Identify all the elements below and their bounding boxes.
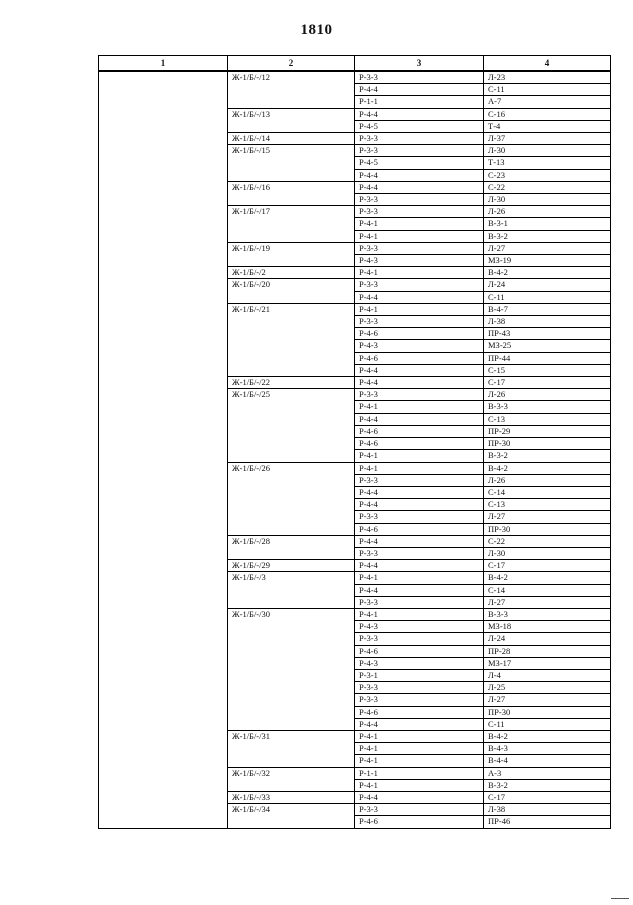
value-cell: Л-27	[484, 596, 611, 608]
value-cell: Т-4	[484, 120, 611, 132]
column-1-cell	[99, 71, 228, 828]
code-cell: Р-3-3	[355, 474, 484, 486]
group-key-cell: Ж-1/Б/-/13	[228, 108, 355, 132]
group-key-cell: Ж-1/Б/-/3	[228, 572, 355, 609]
value-cell: С-17	[484, 791, 611, 803]
code-cell: Р-4-6	[355, 352, 484, 364]
code-cell: Р-3-3	[355, 316, 484, 328]
value-cell: А-3	[484, 767, 611, 779]
value-cell: Л-30	[484, 547, 611, 559]
value-cell: В-4-2	[484, 730, 611, 742]
code-cell: Р-3-3	[355, 596, 484, 608]
code-cell: Р-4-1	[355, 608, 484, 620]
code-cell: Р-4-3	[355, 255, 484, 267]
value-cell: В-3-2	[484, 450, 611, 462]
value-cell: В-4-7	[484, 303, 611, 315]
group-key-cell: Ж-1/Б/-/16	[228, 181, 355, 205]
code-cell: Р-4-4	[355, 584, 484, 596]
value-cell: Л-26	[484, 474, 611, 486]
value-cell: МЗ-18	[484, 621, 611, 633]
value-cell: С-11	[484, 84, 611, 96]
value-cell: МЗ-17	[484, 657, 611, 669]
group-key-cell: Ж-1/Б/-/30	[228, 608, 355, 730]
column-header: 2	[228, 56, 355, 72]
value-cell: ПР-46	[484, 816, 611, 828]
code-cell: Р-4-1	[355, 218, 484, 230]
value-cell: Т-13	[484, 157, 611, 169]
code-cell: Р-4-6	[355, 425, 484, 437]
value-cell: ПР-30	[484, 438, 611, 450]
code-cell: Р-4-1	[355, 779, 484, 791]
code-cell: Р-3-3	[355, 194, 484, 206]
value-cell: С-22	[484, 535, 611, 547]
value-cell: Л-30	[484, 194, 611, 206]
value-cell: Л-24	[484, 633, 611, 645]
data-table	[98, 55, 611, 829]
group-key-cell: Ж-1/Б/-/21	[228, 303, 355, 376]
code-cell: Р-3-3	[355, 133, 484, 145]
code-cell: Р-4-6	[355, 328, 484, 340]
page-number: 1810	[300, 22, 333, 38]
value-cell: МЗ-25	[484, 340, 611, 352]
code-cell: Р-4-1	[355, 730, 484, 742]
page-edge-mark	[611, 898, 629, 899]
value-cell: ПР-30	[484, 706, 611, 718]
value-cell: Л-26	[484, 206, 611, 218]
value-cell: ПР-43	[484, 328, 611, 340]
code-cell: Р-4-3	[355, 621, 484, 633]
value-cell: Л-26	[484, 389, 611, 401]
value-cell: В-4-3	[484, 743, 611, 755]
code-cell: Р-3-3	[355, 279, 484, 291]
code-cell: Р-4-5	[355, 120, 484, 132]
value-cell: ПР-44	[484, 352, 611, 364]
code-cell: Р-3-3	[355, 389, 484, 401]
code-cell: Р-4-5	[355, 157, 484, 169]
code-cell: Р-4-4	[355, 413, 484, 425]
code-cell: Р-4-1	[355, 267, 484, 279]
group-key-cell: Ж-1/Б/-/22	[228, 377, 355, 389]
code-cell: Р-3-3	[355, 682, 484, 694]
code-cell: Р-3-3	[355, 547, 484, 559]
value-cell: С-11	[484, 291, 611, 303]
value-cell: Л-27	[484, 694, 611, 706]
group-key-cell: Ж-1/Б/-/26	[228, 462, 355, 535]
code-cell: Р-4-4	[355, 486, 484, 498]
group-key-cell: Ж-1/Б/-/29	[228, 560, 355, 572]
value-cell: С-14	[484, 584, 611, 596]
code-cell: Р-4-4	[355, 791, 484, 803]
value-cell: Л-38	[484, 316, 611, 328]
code-cell: Р-3-3	[355, 633, 484, 645]
value-cell: В-3-2	[484, 779, 611, 791]
value-cell: С-11	[484, 718, 611, 730]
code-cell: Р-4-4	[355, 291, 484, 303]
code-cell: Р-4-1	[355, 401, 484, 413]
code-cell: Р-4-6	[355, 645, 484, 657]
code-cell: Р-4-1	[355, 743, 484, 755]
group-key-cell: Ж-1/Б/-/25	[228, 389, 355, 462]
group-key-cell: Ж-1/Б/-/14	[228, 133, 355, 145]
group-key-cell: Ж-1/Б/-/15	[228, 145, 355, 182]
value-cell: Л-27	[484, 511, 611, 523]
group-key-cell: Ж-1/Б/-/33	[228, 791, 355, 803]
value-cell: С-15	[484, 364, 611, 376]
group-key-cell: Ж-1/Б/-/17	[228, 206, 355, 243]
code-cell: Р-3-3	[355, 804, 484, 816]
code-cell: Р-4-3	[355, 657, 484, 669]
value-cell: Л-23	[484, 71, 611, 84]
code-cell: Р-3-3	[355, 242, 484, 254]
group-key-cell: Ж-1/Б/-/31	[228, 730, 355, 767]
value-cell: С-14	[484, 486, 611, 498]
code-cell: Р-4-4	[355, 718, 484, 730]
code-cell: Р-4-1	[355, 755, 484, 767]
code-cell: Р-4-4	[355, 84, 484, 96]
value-cell: С-13	[484, 413, 611, 425]
table-body	[99, 71, 611, 828]
value-cell: С-17	[484, 377, 611, 389]
code-cell: Р-4-1	[355, 462, 484, 474]
value-cell: С-16	[484, 108, 611, 120]
code-cell: Р-4-4	[355, 181, 484, 193]
value-cell: Л-27	[484, 242, 611, 254]
value-cell: Л-37	[484, 133, 611, 145]
code-cell: Р-4-1	[355, 303, 484, 315]
value-cell: МЗ-19	[484, 255, 611, 267]
code-cell: Р-4-6	[355, 706, 484, 718]
code-cell: Р-4-1	[355, 230, 484, 242]
code-cell: Р-4-6	[355, 816, 484, 828]
group-key-cell: Ж-1/Б/-/19	[228, 242, 355, 266]
code-cell: Р-3-3	[355, 145, 484, 157]
value-cell: В-3-3	[484, 608, 611, 620]
group-key-cell: Ж-1/Б/-/20	[228, 279, 355, 303]
value-cell: В-4-2	[484, 267, 611, 279]
group-key-cell: Ж-1/Б/-/2	[228, 267, 355, 279]
value-cell: С-17	[484, 560, 611, 572]
code-cell: Р-4-4	[355, 169, 484, 181]
group-key-cell: Ж-1/Б/-/12	[228, 71, 355, 108]
value-cell: ПР-29	[484, 425, 611, 437]
value-cell: С-23	[484, 169, 611, 181]
value-cell: Л-30	[484, 145, 611, 157]
value-cell: ПР-30	[484, 523, 611, 535]
code-cell: Р-3-1	[355, 669, 484, 681]
code-cell: Р-1-1	[355, 96, 484, 108]
column-header: 1	[99, 56, 228, 72]
value-cell: В-4-2	[484, 572, 611, 584]
value-cell: Л-4	[484, 669, 611, 681]
value-cell: С-22	[484, 181, 611, 193]
value-cell: ПР-28	[484, 645, 611, 657]
code-cell: Р-3-3	[355, 206, 484, 218]
value-cell: Л-38	[484, 804, 611, 816]
code-cell: Р-4-6	[355, 438, 484, 450]
code-cell: Р-3-3	[355, 694, 484, 706]
code-cell: Р-4-4	[355, 560, 484, 572]
code-cell: Р-4-4	[355, 377, 484, 389]
column-header: 3	[355, 56, 484, 72]
code-cell: Р-1-1	[355, 767, 484, 779]
code-cell: Р-4-4	[355, 364, 484, 376]
code-cell: Р-3-3	[355, 511, 484, 523]
group-key-cell: Ж-1/Б/-/28	[228, 535, 355, 559]
value-cell: С-13	[484, 499, 611, 511]
value-cell: В-4-2	[484, 462, 611, 474]
group-key-cell: Ж-1/Б/-/32	[228, 767, 355, 791]
value-cell: Л-24	[484, 279, 611, 291]
column-header: 4	[484, 56, 611, 72]
value-cell: В-4-4	[484, 755, 611, 767]
code-cell: Р-4-4	[355, 108, 484, 120]
value-cell: В-3-1	[484, 218, 611, 230]
code-cell: Р-4-3	[355, 340, 484, 352]
code-cell: Р-4-4	[355, 535, 484, 547]
code-cell: Р-4-4	[355, 499, 484, 511]
table-header-row	[99, 56, 611, 72]
value-cell: А-7	[484, 96, 611, 108]
value-cell: В-3-3	[484, 401, 611, 413]
code-cell: Р-4-1	[355, 450, 484, 462]
code-cell: Р-3-3	[355, 71, 484, 84]
value-cell: В-3-2	[484, 230, 611, 242]
table-row	[99, 71, 611, 84]
code-cell: Р-4-6	[355, 523, 484, 535]
group-key-cell: Ж-1/Б/-/34	[228, 804, 355, 828]
value-cell: Л-25	[484, 682, 611, 694]
code-cell: Р-4-1	[355, 572, 484, 584]
